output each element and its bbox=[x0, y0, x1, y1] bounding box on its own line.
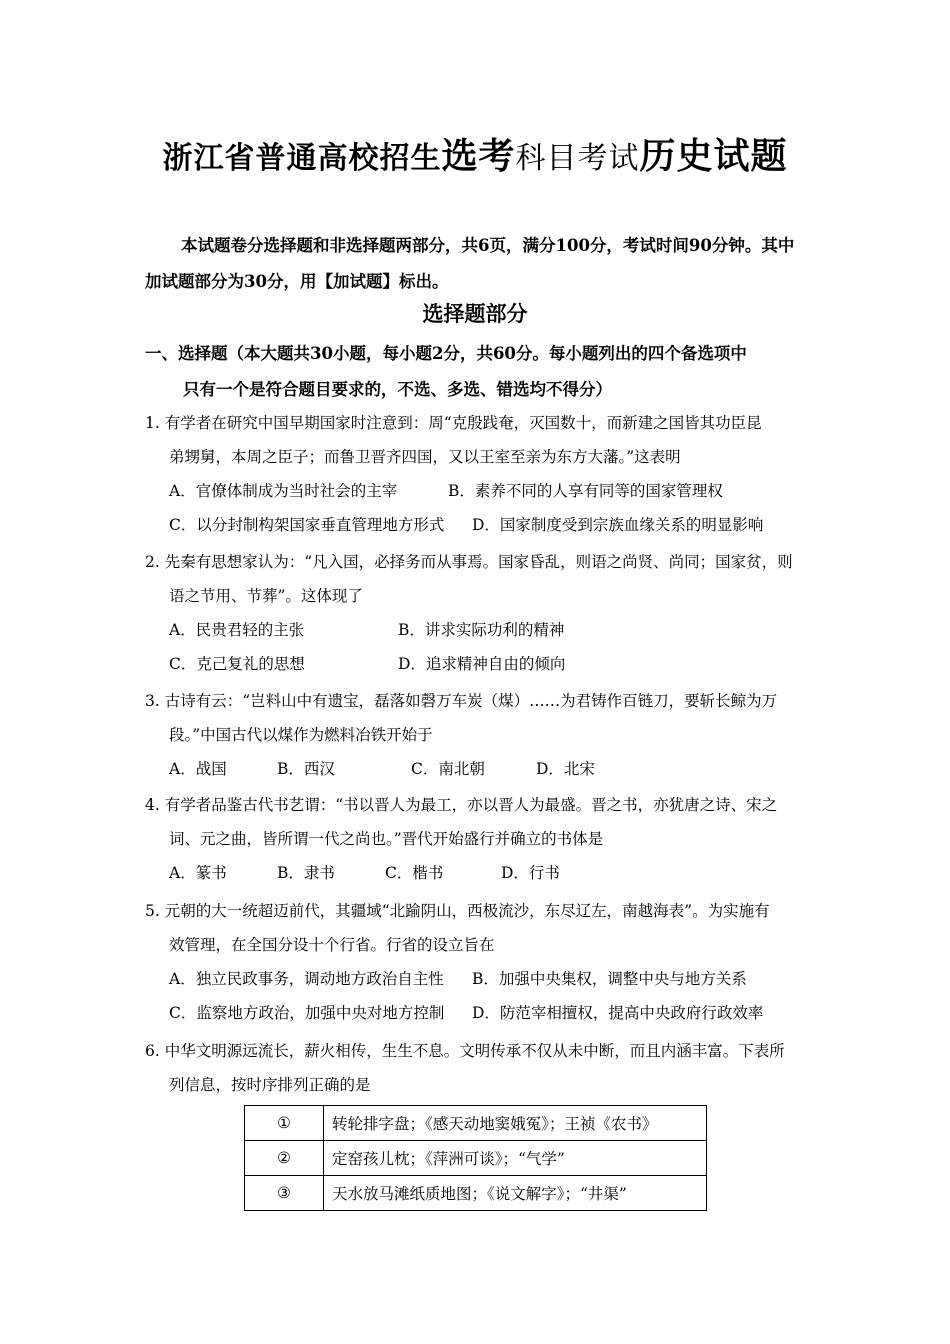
table-cell-num: ① bbox=[245, 1106, 324, 1141]
info-table bbox=[244, 1105, 707, 1211]
option-d[interactable]: D．行书 bbox=[501, 864, 560, 882]
question-stem-cont: 词、元之曲，皆所谓一代之尚也。”晋代开始盛行并确立的书体是 bbox=[169, 830, 604, 848]
title-part3: 科目考试 bbox=[515, 141, 640, 176]
question-stem: 1. 有学者在研究中国早期国家时注意到：周“克殷践奄，灭国数十，而新建之国皆其功臣昆 bbox=[145, 414, 762, 432]
table-cell-num: ③ bbox=[245, 1176, 324, 1211]
question-stem-cont: 列信息，按时序排列正确的是 bbox=[169, 1076, 371, 1094]
table-cell-text: 转轮排字盘；《感天动地窦娥冤》；王祯《农书》 bbox=[324, 1106, 707, 1141]
option-c[interactable]: C．南北朝 bbox=[411, 760, 485, 778]
table-row bbox=[245, 1176, 707, 1211]
part-heading-line2: 只有一个是符合题目要求的，不选、多选、错选均不得分） bbox=[183, 380, 612, 399]
title-part4: 历史试题 bbox=[639, 135, 788, 177]
option-d[interactable]: D．北宋 bbox=[536, 760, 595, 778]
option-c[interactable]: C．监察地方政治，加强中央对地方控制 bbox=[169, 1004, 445, 1022]
question-3 bbox=[145, 684, 815, 786]
table-cell-text: 定窑孩儿枕；《萍洲可谈》；“气学” bbox=[324, 1141, 707, 1176]
table-cell-num: ② bbox=[245, 1141, 324, 1176]
question-6 bbox=[145, 1034, 815, 1102]
question-stem-cont: 弟甥舅，本周之臣子；而鲁卫晋齐四国，又以王室至亲为东方大藩。”这表明 bbox=[169, 448, 681, 466]
option-b[interactable]: B．讲求实际功利的精神 bbox=[398, 621, 565, 639]
part-heading bbox=[145, 336, 810, 408]
section-title: 选择题部分 bbox=[422, 301, 528, 326]
option-b[interactable]: B．加强中央集权，调整中央与地方关系 bbox=[472, 970, 747, 988]
table-row bbox=[245, 1141, 707, 1176]
option-b[interactable]: B．素养不同的人享有同等的国家管理权 bbox=[448, 482, 723, 500]
question-4 bbox=[145, 788, 815, 890]
question-2 bbox=[145, 545, 815, 681]
question-stem: 6. 中华文明源远流长，薪火相传，生生不息。文明传承不仅从未中断，而且内涵丰富。下表所 bbox=[145, 1042, 785, 1060]
option-a[interactable]: A．战国 bbox=[169, 760, 227, 778]
question-stem: 2. 先秦有思想家认为：“凡入国，必择务而从事焉。国家昏乱，则语之尚贤、尚同；国家贫，则 bbox=[145, 553, 793, 571]
question-stem-cont: 段。”中国古代以煤作为燃料冶铁开始于 bbox=[169, 726, 433, 744]
option-b[interactable]: B．西汉 bbox=[277, 760, 335, 778]
option-a[interactable]: A．民贵君轻的主张 bbox=[169, 621, 305, 639]
option-a[interactable]: A．篆书 bbox=[169, 864, 227, 882]
part-heading-line1: 一、选择题（本大题共30小题，每小题2分，共60分。每小题列出的四个备选项中 bbox=[145, 344, 747, 363]
option-d[interactable]: D．国家制度受到宗族血缘关系的明显影响 bbox=[472, 516, 764, 534]
option-c[interactable]: C．楷书 bbox=[385, 864, 444, 882]
question-stem: 4. 有学者品鉴古代书艺谓：“书以晋人为最工，亦以晋人为最盛。晋之书，亦犹唐之诗、宋之 bbox=[145, 796, 778, 814]
title-part1: 浙江省普通高校招生 bbox=[162, 141, 442, 176]
question-stem-cont: 语之节用、节葬”。这体现了 bbox=[169, 587, 363, 605]
table-cell-text: 天水放马滩纸质地图；《说文解字》；“井渠” bbox=[324, 1176, 707, 1211]
option-d[interactable]: D．追求精神自由的倾向 bbox=[398, 655, 566, 673]
table-row bbox=[245, 1106, 707, 1141]
exam-intro: 本试题卷分选择题和非选择题两部分，共6页，满分100分，考试时间90分钟。其中加试题部分为30分，用【加试题】标出。 bbox=[145, 236, 795, 291]
title-part2: 选考 bbox=[441, 135, 516, 177]
option-d[interactable]: D．防范宰相擅权，提高中央政府行政效率 bbox=[472, 1004, 764, 1022]
option-b[interactable]: B．隶书 bbox=[277, 864, 335, 882]
question-stem: 3. 古诗有云：“岂料山中有遗宝，磊落如磬万车炭（煤）……为君铸作百链刀，要斩长鲸为万 bbox=[145, 692, 778, 710]
question-stem-cont: 效管理，在全国分设十个行省。行省的设立旨在 bbox=[169, 936, 495, 954]
option-a[interactable]: A．独立民政事务，调动地方政治自主性 bbox=[169, 970, 444, 988]
page-title bbox=[0, 128, 950, 179]
option-c[interactable]: C．克己复礼的思想 bbox=[169, 655, 305, 673]
question-1 bbox=[145, 406, 815, 542]
option-a[interactable]: A．官僚体制成为当时社会的主宰 bbox=[169, 482, 398, 500]
option-c[interactable]: C．以分封制构架国家垂直管理地方形式 bbox=[169, 516, 445, 534]
question-5 bbox=[145, 894, 815, 1030]
question-stem: 5. 元朝的大一统超迈前代，其疆域“北踰阴山，西极流沙，东尽辽左，南越海表”。为实施有 bbox=[145, 902, 770, 920]
